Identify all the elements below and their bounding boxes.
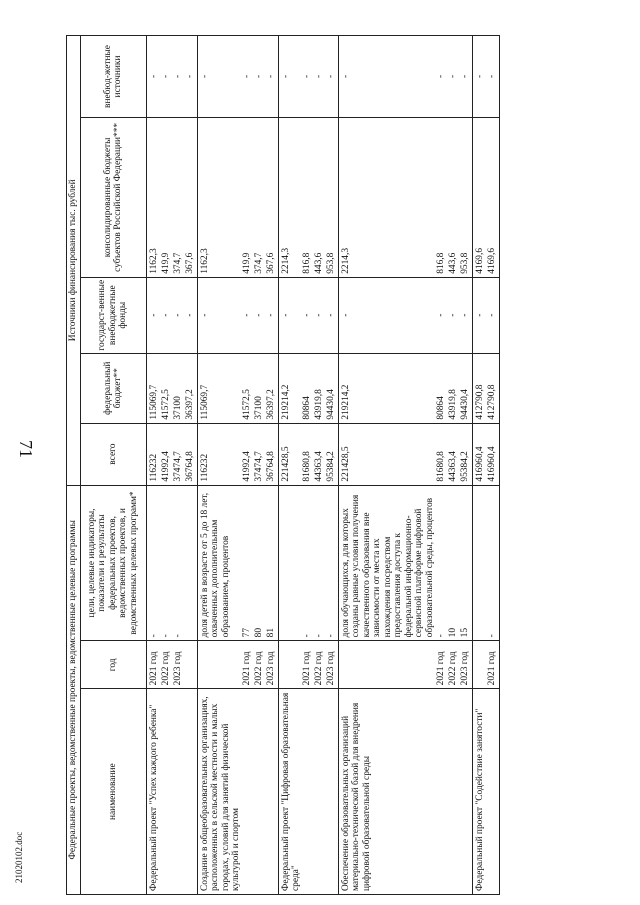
row-state-funds: - <box>146 277 161 353</box>
row-name <box>254 689 266 895</box>
row-state-funds: - <box>326 277 339 353</box>
table-row <box>302 36 314 895</box>
row-federal-budget: 219214,2 <box>338 353 435 423</box>
row-name <box>266 689 279 895</box>
row-indicator <box>278 485 302 641</box>
row-consolidated: 4169,6 <box>487 117 500 277</box>
row-consolidated: 374,7 <box>254 117 266 277</box>
row-federal-budget: 412790,8 <box>472 353 487 423</box>
table-row <box>278 36 302 895</box>
row-federal-budget: 115069,7 <box>146 353 161 423</box>
row-extra-budget: - <box>460 36 473 118</box>
row-total: 95384,2 <box>460 423 473 485</box>
row-name: Федеральный проект "Содействие занятости" <box>472 689 487 895</box>
row-consolidated: 419,9 <box>242 117 254 277</box>
row-name <box>173 689 185 895</box>
row-state-funds: - <box>197 277 242 353</box>
row-extra-budget: - <box>254 36 266 118</box>
file-name: 21020102.doc <box>14 831 24 883</box>
row-consolidated: 367,6 <box>266 117 279 277</box>
row-federal-budget: 115069,7 <box>197 353 242 423</box>
row-name: Федеральный проект "Успех каждого ребенка" <box>146 689 161 895</box>
row-total: 221428,5 <box>338 423 435 485</box>
row-name <box>448 689 460 895</box>
row-indicator: - <box>314 485 326 641</box>
row-consolidated: 816,8 <box>436 117 448 277</box>
row-year <box>197 641 242 689</box>
table-row <box>314 36 326 895</box>
table-row <box>161 36 173 895</box>
row-total: 36764,8 <box>185 423 198 485</box>
row-total: 44363,4 <box>448 423 460 485</box>
row-extra-budget: - <box>314 36 326 118</box>
row-state-funds: - <box>338 277 435 353</box>
table-row <box>472 36 487 895</box>
table-row <box>448 36 460 895</box>
row-name <box>436 689 448 895</box>
row-indicator: - <box>436 485 448 641</box>
table-row <box>460 36 473 895</box>
row-extra-budget: - <box>197 36 242 118</box>
row-total: 37474,7 <box>254 423 266 485</box>
row-indicator <box>472 485 487 641</box>
row-state-funds: - <box>278 277 302 353</box>
header-year: год <box>80 641 146 689</box>
page-number: 71 <box>16 440 36 458</box>
row-year: 2023 год <box>460 641 473 689</box>
row-total: 416960,4 <box>487 423 500 485</box>
row-federal-budget: 80864 <box>436 353 448 423</box>
table-row <box>185 36 198 895</box>
row-year: 2021 год <box>242 641 254 689</box>
row-federal-budget: 37100 <box>173 353 185 423</box>
header-total: всего <box>80 423 146 485</box>
row-federal-budget: 412790,8 <box>487 353 500 423</box>
row-total: 116232 <box>146 423 161 485</box>
header-goals: цели, целевые индикаторы, показатели и результаты федеральных проектов, ведомственных проектов, и ведомственных целевых программ* <box>80 485 146 641</box>
row-extra-budget: - <box>242 36 254 118</box>
row-indicator: - <box>146 485 161 641</box>
row-extra-budget: - <box>266 36 279 118</box>
row-indicator: 10 <box>448 485 460 641</box>
row-state-funds: - <box>266 277 279 353</box>
row-state-funds: - <box>185 277 198 353</box>
row-state-funds: - <box>460 277 473 353</box>
row-federal-budget: 41572,5 <box>161 353 173 423</box>
row-name <box>161 689 173 895</box>
row-federal-budget: 43919,8 <box>314 353 326 423</box>
row-consolidated: 1162,3 <box>197 117 242 277</box>
row-name: Федеральный проект "Цифровая образовательная среда" <box>278 689 302 895</box>
rotated-table-container <box>66 35 586 895</box>
row-extra-budget: - <box>472 36 487 118</box>
row-consolidated: 2214,3 <box>338 117 435 277</box>
row-consolidated: 374,7 <box>173 117 185 277</box>
row-state-funds: - <box>472 277 487 353</box>
row-extra-budget: - <box>338 36 435 118</box>
row-extra-budget: - <box>448 36 460 118</box>
row-federal-budget: 37100 <box>254 353 266 423</box>
row-state-funds: - <box>254 277 266 353</box>
table-row <box>266 36 279 895</box>
row-indicator: - <box>487 485 500 641</box>
table-row <box>242 36 254 895</box>
row-federal-budget: 94430,4 <box>460 353 473 423</box>
row-year: 2021 год <box>146 641 161 689</box>
row-federal-budget: 80864 <box>302 353 314 423</box>
row-name <box>487 689 500 895</box>
row-state-funds: - <box>487 277 500 353</box>
row-year <box>472 641 487 689</box>
row-consolidated: 4169,6 <box>472 117 487 277</box>
row-total: 81680,8 <box>436 423 448 485</box>
table-body <box>146 36 499 895</box>
row-state-funds: - <box>242 277 254 353</box>
row-federal-budget: 94430,4 <box>326 353 339 423</box>
header-consolidated-budgets: консолидированные бюджеты субъектов Российской Федерации*** <box>80 117 146 277</box>
row-year: 2022 год <box>448 641 460 689</box>
row-year: 2023 год <box>266 641 279 689</box>
row-total: 37474,7 <box>173 423 185 485</box>
row-total: 41992,4 <box>242 423 254 485</box>
funding-table <box>66 35 500 895</box>
row-indicator: - <box>326 485 339 641</box>
row-consolidated: 816,8 <box>302 117 314 277</box>
row-indicator: доля детей в возрасте от 5 до 18 лет, охваченных дополнительным образованием, процентов <box>197 485 242 641</box>
row-indicator: - <box>173 485 185 641</box>
row-federal-budget: 43919,8 <box>448 353 460 423</box>
row-consolidated: 419,9 <box>161 117 173 277</box>
row-federal-budget: 36397,2 <box>185 353 198 423</box>
row-name: Создание в общеобразовательных организациях, расположенных в сельской местности и малых городах, условий для занятий физической культурой и спортом <box>197 689 242 895</box>
row-year: 2022 год <box>314 641 326 689</box>
row-federal-budget: 219214,2 <box>278 353 302 423</box>
header-extra-budget: внебюд-жетные источники <box>80 36 146 118</box>
row-indicator: 80 <box>254 485 266 641</box>
table-row <box>254 36 266 895</box>
row-indicator: 81 <box>266 485 279 641</box>
row-extra-budget: - <box>302 36 314 118</box>
table-header <box>67 36 147 895</box>
row-consolidated: 443,6 <box>448 117 460 277</box>
row-state-funds: - <box>436 277 448 353</box>
row-consolidated: 367,6 <box>185 117 198 277</box>
table-row <box>487 36 500 895</box>
table-row <box>146 36 161 895</box>
row-name <box>314 689 326 895</box>
row-year: 2023 год <box>326 641 339 689</box>
header-sources-group: Источники финансирования тыс. рублей <box>67 36 81 486</box>
row-name <box>242 689 254 895</box>
row-year <box>338 641 435 689</box>
row-year: 2021 год <box>487 641 500 689</box>
header-federal-budget: федеральный бюджет** <box>80 353 146 423</box>
row-total: 44363,4 <box>314 423 326 485</box>
row-indicator <box>185 485 198 641</box>
row-total: 95384,2 <box>326 423 339 485</box>
row-total: 81680,8 <box>302 423 314 485</box>
row-total: 416960,4 <box>472 423 487 485</box>
row-total: 221428,5 <box>278 423 302 485</box>
row-extra-budget: - <box>146 36 161 118</box>
row-consolidated: 953,8 <box>326 117 339 277</box>
row-state-funds: - <box>161 277 173 353</box>
table-row <box>173 36 185 895</box>
row-name <box>185 689 198 895</box>
table-row <box>326 36 339 895</box>
table-row <box>338 36 435 895</box>
row-name: Обеспечение образовательных организаций материально-технической базой для внедрения цифровой образовательной среды <box>338 689 435 895</box>
row-year: 2022 год <box>161 641 173 689</box>
row-extra-budget: - <box>487 36 500 118</box>
row-consolidated: 443,6 <box>314 117 326 277</box>
row-name <box>302 689 314 895</box>
table-row <box>436 36 448 895</box>
row-total: 116232 <box>197 423 242 485</box>
row-state-funds: - <box>314 277 326 353</box>
row-indicator: - <box>302 485 314 641</box>
row-indicator: 77 <box>242 485 254 641</box>
row-year: 2023 год <box>173 641 185 689</box>
row-extra-budget: - <box>278 36 302 118</box>
row-consolidated: 2214,3 <box>278 117 302 277</box>
row-year <box>185 641 198 689</box>
row-state-funds: - <box>302 277 314 353</box>
row-total: 36764,8 <box>266 423 279 485</box>
header-projects-group: Федеральные проекты, ведомственные проекты, ведомственные целевые программы <box>67 485 81 894</box>
row-extra-budget: - <box>185 36 198 118</box>
row-name <box>326 689 339 895</box>
row-state-funds: - <box>173 277 185 353</box>
header-name: наименование <box>80 689 146 895</box>
header-state-funds: государст-венные внебюджетные фонды <box>80 277 146 353</box>
row-indicator: 15 <box>460 485 473 641</box>
row-consolidated: 953,8 <box>460 117 473 277</box>
row-name <box>460 689 473 895</box>
row-year: 2022 год <box>254 641 266 689</box>
row-consolidated: 1162,3 <box>146 117 161 277</box>
row-year: 2021 год <box>436 641 448 689</box>
row-indicator: доля обучающихся, для которых созданы равные условия получения качественного образования вне зависимости от места их нахождения посредством предоставления доступа к федеральной информационно-сервисной платформе цифровой образовательной среды, процентов <box>338 485 435 641</box>
row-extra-budget: - <box>326 36 339 118</box>
row-federal-budget: 36397,2 <box>266 353 279 423</box>
row-indicator: - <box>161 485 173 641</box>
row-extra-budget: - <box>173 36 185 118</box>
row-federal-budget: 41572,5 <box>242 353 254 423</box>
row-extra-budget: - <box>161 36 173 118</box>
row-year: 2021 год <box>302 641 314 689</box>
row-state-funds: - <box>448 277 460 353</box>
row-total: 41992,4 <box>161 423 173 485</box>
row-year <box>278 641 302 689</box>
table-row <box>197 36 242 895</box>
row-extra-budget: - <box>436 36 448 118</box>
